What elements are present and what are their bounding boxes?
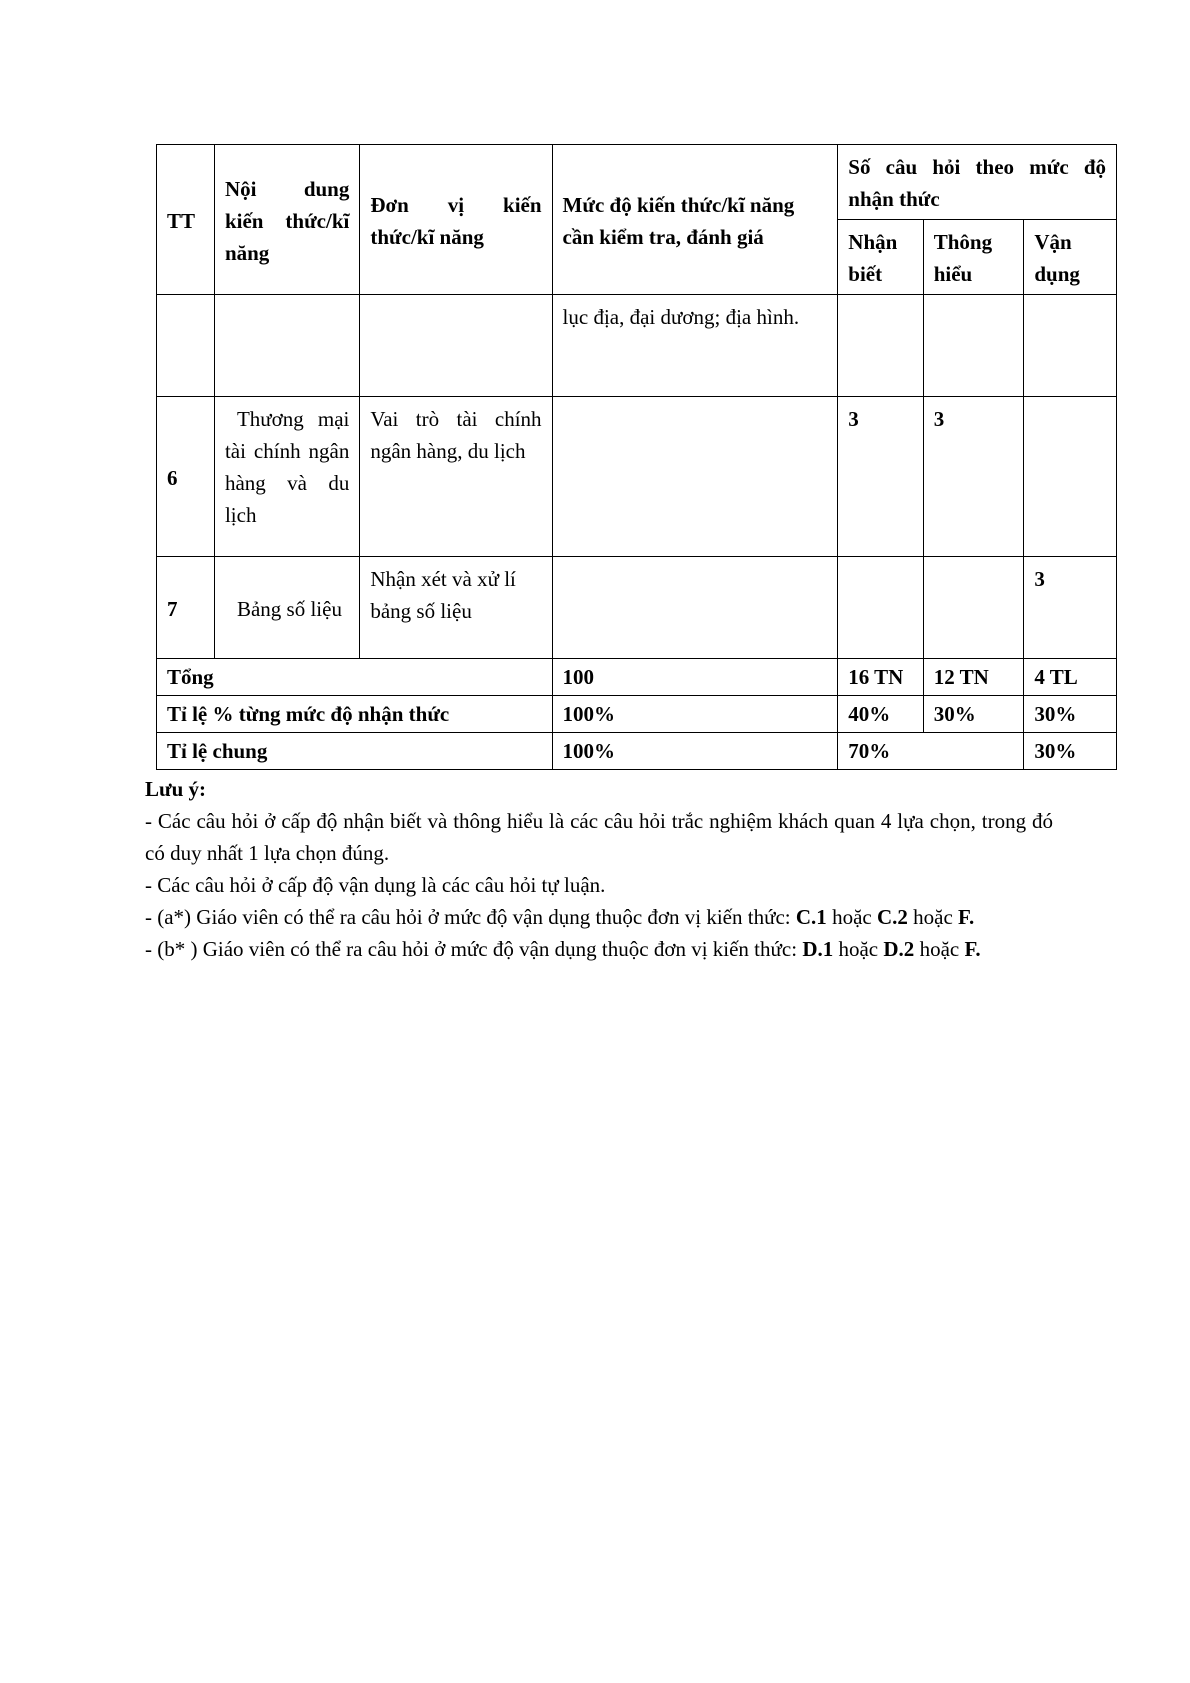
note-text: hoặc [833,937,884,961]
total-apply: 4 TL [1024,659,1117,696]
note-text: - (b* ) Giáo viên có thể ra câu hỏi ở mức độ vận dụng thuộc đơn vị kiến thức: [145,937,803,961]
table-row [157,557,1117,659]
note-unit-code: F. [958,905,975,929]
table-row [157,397,1117,557]
note-line [145,901,1053,933]
note-unit-code: C.2 [876,905,908,929]
row-level [552,397,838,557]
header-understand: Thông hiểu [923,220,1024,295]
note-line: - Các câu hỏi ở cấp độ vận dụng là các câu hỏi tự luận. [145,873,606,897]
row-content [214,295,359,397]
note-text: - (a*) Giáo viên có thể ra câu hỏi ở mức độ vận dụng thuộc đơn vị kiến thức: [145,905,796,929]
row-tt: 7 [157,557,215,659]
header-unit: Đơn vị kiến thức/kĩ năng [360,145,552,295]
note-text: hoặc [914,937,965,961]
ratio-level-understand: 30% [923,696,1024,733]
header-tt: TT [157,145,215,295]
total-label: Tổng [157,659,553,696]
row-level [552,557,838,659]
ratio-level-level: 100% [552,696,838,733]
note-line [145,933,1053,965]
table-row [157,295,1117,397]
header-questions-group: Số câu hỏi theo mức độ nhận thức [838,145,1117,220]
row-recognize [838,557,923,659]
row-content: Thương mại tài chính ngân hàng và du lịch [214,397,359,557]
ratio-common-label: Tỉ lệ chung [157,733,553,770]
row-recognize [838,295,923,397]
note-line: - Các câu hỏi ở cấp độ nhận biết và thông hiểu là các câu hỏi trắc nghiệm khách quan 4 lựa chọn, trong đó có duy nhất 1 lựa chọn đúng. [145,809,1053,865]
header-apply: Vận dụng [1024,220,1117,295]
note-unit-code: F. [964,937,981,961]
ratio-level-recognize: 40% [838,696,923,733]
header-content: Nội dung kiến thức/kĩ năng [214,145,359,295]
row-apply [1024,397,1117,557]
ratio-level-apply: 30% [1024,696,1117,733]
ratio-common-level: 100% [552,733,838,770]
total-level: 100 [552,659,838,696]
header-level: Mức độ kiến thức/kĩ năng cần kiểm tra, đánh giá [552,145,838,295]
assessment-matrix-table [156,144,1117,770]
total-understand: 12 TN [923,659,1024,696]
header-recognize: Nhận biết [838,220,923,295]
ratio-common-apply: 30% [1024,733,1117,770]
row-understand [923,557,1024,659]
row-content: Bảng số liệu [214,557,359,659]
row-apply [1024,295,1117,397]
row-recognize: 3 [838,397,923,557]
row-level: lục địa, đại dương; địa hình. [552,295,838,397]
ratio-level-row [157,696,1117,733]
notes-title: Lưu ý: [145,777,207,801]
note-unit-code: C.1 [795,905,827,929]
row-tt [157,295,215,397]
ratio-level-label: Tỉ lệ % từng mức độ nhận thức [157,696,553,733]
notes-section [145,773,1053,965]
row-understand [923,295,1024,397]
total-recognize: 16 TN [838,659,923,696]
header-row-1 [157,145,1117,220]
row-tt: 6 [157,397,215,557]
note-unit-code: D.1 [802,937,834,961]
row-unit [360,295,552,397]
ratio-common-combined: 70% [838,733,1024,770]
row-understand: 3 [923,397,1024,557]
note-text: hoặc [907,905,959,929]
row-unit: Vai trò tài chính ngân hàng, du lịch [360,397,552,557]
note-unit-code: D.2 [883,937,915,961]
ratio-common-row [157,733,1117,770]
note-text: hoặc [826,905,877,929]
total-row [157,659,1117,696]
row-apply: 3 [1024,557,1117,659]
row-unit: Nhận xét và xử lí bảng số liệu [360,557,552,659]
